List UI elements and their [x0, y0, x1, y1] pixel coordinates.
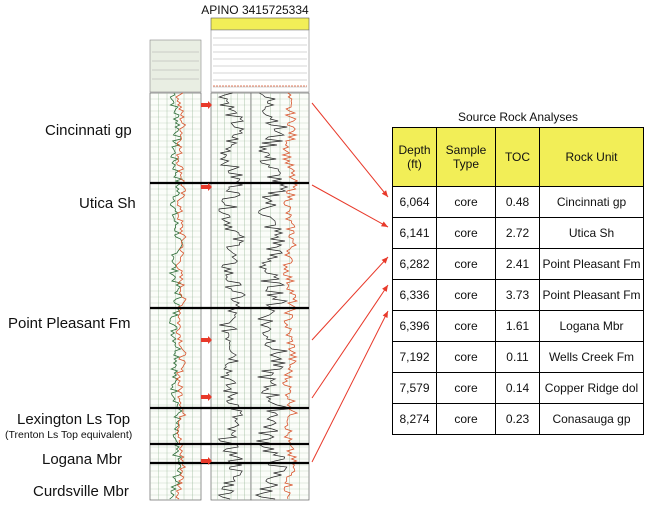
sample-depth-marker: [201, 393, 212, 401]
cell-toc: 1.61: [496, 311, 540, 342]
sample-depth-marker: [201, 336, 212, 344]
unit-label-curdsville: Curdsville Mbr: [33, 483, 129, 500]
well-api-title: APINO 3415725334: [201, 3, 309, 17]
sample-depth-marker: [201, 183, 212, 191]
table-row: [393, 218, 644, 249]
cell-unit: Copper Ridge dol: [540, 373, 644, 404]
cell-type: core: [437, 342, 496, 373]
cell-unit: Logana Mbr: [540, 311, 644, 342]
table-row: [393, 280, 644, 311]
cell-toc: 0.48: [496, 187, 540, 218]
cell-depth: 7,192: [393, 342, 437, 373]
cell-toc: 2.72: [496, 218, 540, 249]
sample-connector-arrow: [312, 185, 388, 227]
table-row: [393, 404, 644, 435]
unit-label-lexington: Lexington Ls Top: [17, 411, 131, 428]
cell-toc: 0.14: [496, 373, 540, 404]
cell-depth: 6,336: [393, 280, 437, 311]
right-track-header-tab: [211, 18, 309, 30]
header-depth: Depth (ft): [393, 128, 437, 187]
cell-depth: 7,579: [393, 373, 437, 404]
cell-type: core: [437, 187, 496, 218]
right-track-header: [211, 30, 309, 92]
cell-unit: Point Pleasant Fm: [540, 249, 644, 280]
cell-depth: 6,282: [393, 249, 437, 280]
table-row: [393, 342, 644, 373]
table-row: [393, 311, 644, 342]
header-toc: TOC: [496, 128, 540, 187]
cell-toc: 0.23: [496, 404, 540, 435]
cell-type: core: [437, 218, 496, 249]
cell-toc: 2.41: [496, 249, 540, 280]
cell-depth: 6,064: [393, 187, 437, 218]
cell-depth: 8,274: [393, 404, 437, 435]
cell-type: core: [437, 249, 496, 280]
table-title: Source Rock Analyses: [457, 110, 579, 124]
cell-toc: 0.11: [496, 342, 540, 373]
cell-depth: 6,141: [393, 218, 437, 249]
sample-connector-arrow: [312, 285, 388, 398]
unit-sublabel-trenton: (Trenton Ls Top equivalent): [5, 429, 133, 441]
source-rock-table: [392, 127, 644, 435]
left-track-header: [150, 40, 201, 92]
header-rock-unit: Rock Unit: [540, 128, 644, 187]
table-row: [393, 373, 644, 404]
cell-unit: Wells Creek Fm: [540, 342, 644, 373]
cell-depth: 6,396: [393, 311, 437, 342]
unit-label-cincinnati: Cincinnati gp: [45, 122, 132, 139]
sample-connector-arrow: [312, 103, 388, 197]
sample-connector-arrow: [312, 311, 388, 462]
cell-type: core: [437, 280, 496, 311]
unit-label-point-pleasant: Point Pleasant Fm: [8, 315, 131, 332]
cell-toc: 3.73: [496, 280, 540, 311]
cell-unit: Point Pleasant Fm: [540, 280, 644, 311]
table-row: [393, 187, 644, 218]
table-header-row: [393, 128, 644, 187]
cell-unit: Utica Sh: [540, 218, 644, 249]
table-row: [393, 249, 644, 280]
cell-type: core: [437, 404, 496, 435]
cell-type: core: [437, 373, 496, 404]
arrowhead: [382, 190, 388, 197]
cell-type: core: [437, 311, 496, 342]
cell-unit: Conasauga gp: [540, 404, 644, 435]
sample-connector-arrow: [312, 257, 388, 340]
sample-depth-marker: [201, 101, 212, 109]
arrowhead: [382, 285, 388, 292]
header-sample-type: Sample Type: [437, 128, 496, 187]
unit-label-utica: Utica Sh: [79, 195, 136, 212]
cell-unit: Cincinnati gp: [540, 187, 644, 218]
unit-label-logana: Logana Mbr: [42, 451, 123, 468]
